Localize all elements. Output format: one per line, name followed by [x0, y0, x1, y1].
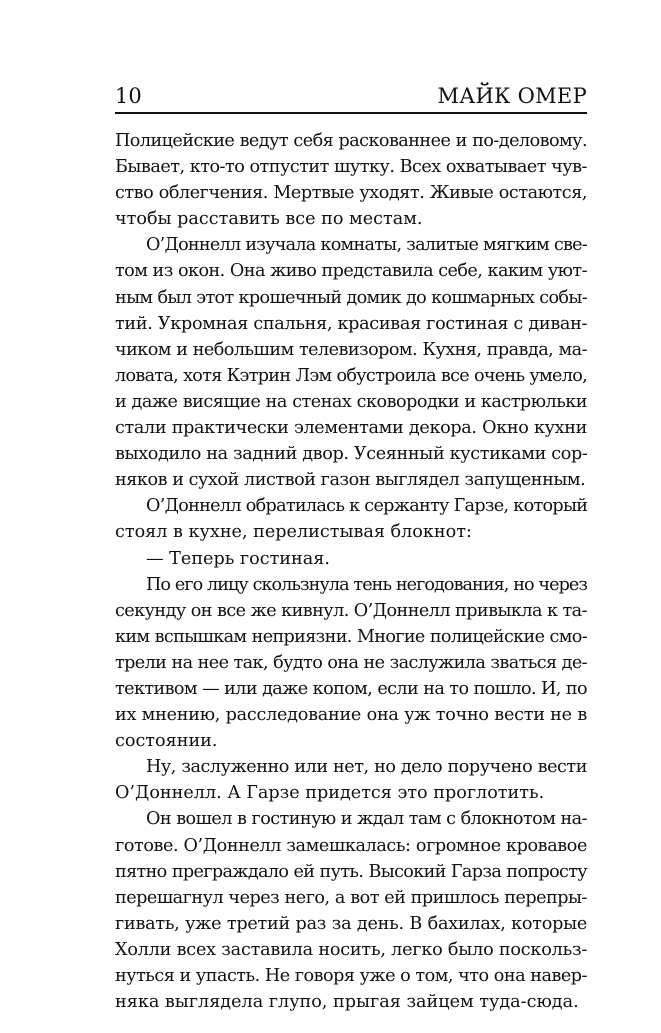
header-rule: [115, 112, 587, 114]
text-line: стали практически элементами декора. Окно кухни: [115, 418, 587, 439]
running-head-author: МАЙК ОМЕР: [437, 84, 587, 108]
text-line: тий. Укромная спальня, красивая гостиная с диван-: [115, 313, 588, 334]
text-line: стоял в кухне, перелистывая блокнот:: [115, 522, 472, 543]
text-line: пятно преграждало ей путь. Высокий Гарза попросту: [115, 861, 587, 882]
text-line: гивать, уже третий раз за день. В бахилах, которые: [115, 913, 587, 934]
text-line: няков и сухой листвой газон выглядел запущенным.: [115, 470, 586, 491]
text-line: готове. О’Доннелл замешкалась: огромное кровавое: [115, 835, 587, 856]
text-line: тективом — или даже копом, если на то пошло. И, по: [115, 678, 587, 699]
text-line: Полицейские ведут себя раскованнее и по-деловому.: [115, 131, 587, 151]
text-line: и даже висящие на стенах сковородки и кастрюльки: [115, 391, 587, 412]
text-line: Бывает, кто-то отпустит шутку. Всех охватывает чув-: [115, 157, 587, 178]
text-line: Ну, заслуженно или нет, но дело поручено вести: [146, 757, 587, 778]
text-line: ловата, хотя Кэтрин Лэм обустроила все очень умело,: [115, 365, 587, 386]
text-line: ство облегчения. Мертвые уходят. Живые остаются,: [115, 183, 587, 204]
text-line: О’Доннелл обратилась к сержанту Гарзе, который: [146, 496, 588, 517]
text-line: По его лицу скользнула тень негодования, но через: [146, 574, 587, 595]
text-line: перешагнул через него, а вот ей пришлось перепры-: [115, 887, 587, 908]
text-line: чиком и небольшим телевизором. Кухня, правда, ма-: [115, 339, 587, 360]
text-line: Холли всех заставила носить, легко было поскольз-: [115, 939, 588, 960]
page-header: [115, 84, 587, 112]
text-line: — Теперь гостиная.: [146, 548, 330, 569]
text-line: том из окон. Она живо представила себе, каким уют-: [115, 261, 587, 282]
text-line: няка выглядела глупо, прыгая зайцем туда-сюда.: [115, 992, 579, 1013]
text-line: трели на нее так, будто она не заслужила зваться де-: [115, 652, 587, 673]
text-line: выходило на задний двор. Усеянный кустиками сор-: [115, 444, 588, 465]
text-line: чтобы расставить все по местам.: [115, 209, 423, 230]
text-line: секунду он все же кивнул. О’Доннелл привыкла к та-: [115, 600, 587, 621]
page-number: 10: [115, 84, 142, 108]
text-line: О’Доннелл. А Гарзе придется это проглотить.: [115, 783, 545, 804]
text-line: ным был этот крошечный домик до кошмарных собы-: [115, 287, 587, 308]
text-line: О’Доннелл изучала комнаты, залитые мягким све-: [146, 235, 587, 256]
text-line: нуться и упасть. Не говоря уже о том, что она навер-: [115, 966, 587, 986]
text-line: ким вспышкам неприязни. Многие полицейские смо-: [115, 626, 587, 647]
text-line: их мнению, расследование она уж точно вести не в: [115, 705, 587, 726]
text-line: Он вошел в гостиную и ждал там с блокнотом на-: [146, 809, 587, 830]
body-text: [115, 128, 587, 1015]
text-line: состоянии.: [115, 731, 218, 752]
